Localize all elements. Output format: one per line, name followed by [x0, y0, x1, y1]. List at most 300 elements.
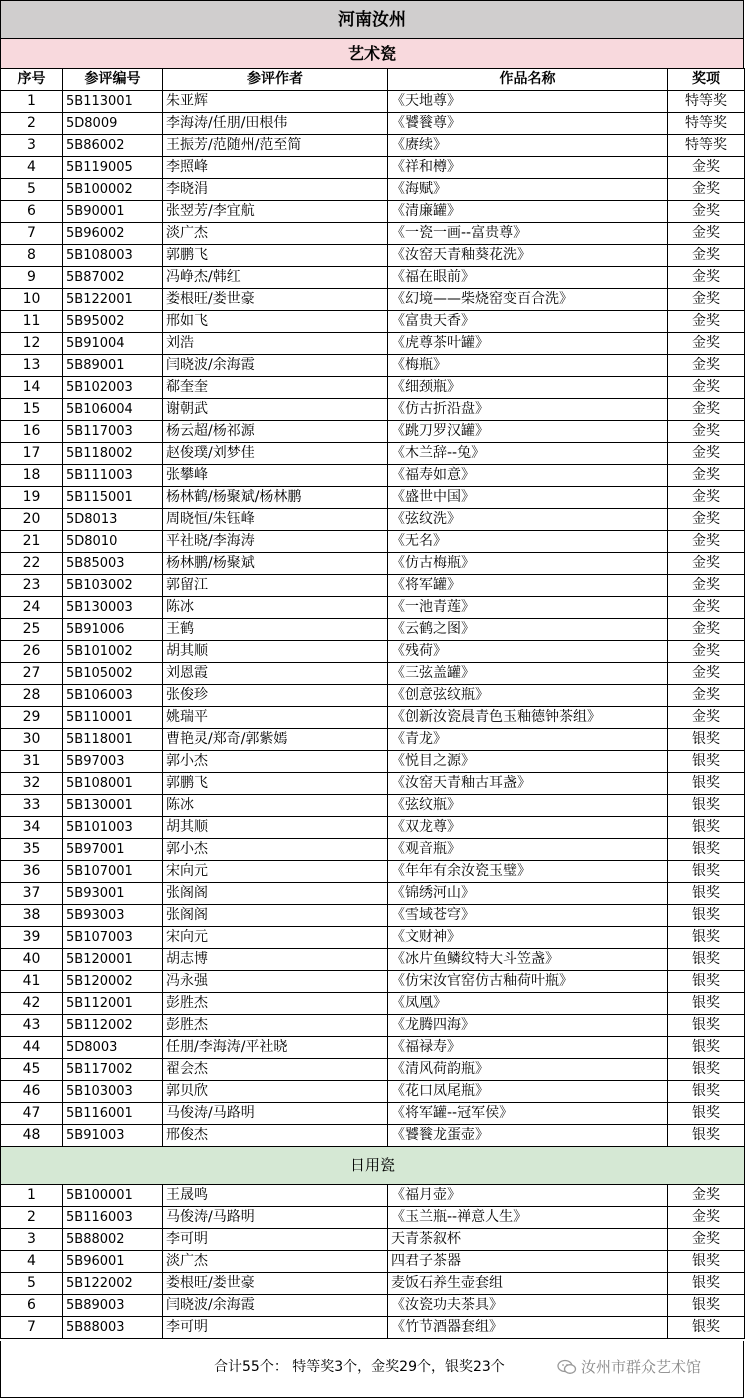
cell-no: 35	[1, 839, 63, 861]
cell-author: 闫晓波/余海霞	[163, 355, 388, 377]
cell-no: 19	[1, 487, 63, 509]
table-row	[1, 1081, 745, 1103]
cell-no: 32	[1, 773, 63, 795]
cell-code: 5B91004	[63, 333, 163, 355]
cell-no: 11	[1, 311, 63, 333]
cell-author: 张攀峰	[163, 465, 388, 487]
table-row	[1, 619, 745, 641]
cell-work: 《清风荷韵瓶》	[388, 1059, 668, 1081]
cell-no: 22	[1, 553, 63, 575]
header-no: 序号	[1, 69, 63, 91]
table-row	[1, 157, 745, 179]
cell-award: 金奖	[668, 619, 745, 641]
cell-work: 《冰片鱼鳞纹特大斗笠盏》	[388, 949, 668, 971]
cell-author: 胡其顺	[163, 641, 388, 663]
cell-work: 四君子茶器	[388, 1251, 668, 1273]
cell-no: 3	[1, 135, 63, 157]
cell-no: 30	[1, 729, 63, 751]
table-row	[1, 355, 745, 377]
cell-work: 《饕餮尊》	[388, 113, 668, 135]
cell-code: 5B108003	[63, 245, 163, 267]
cell-award: 金奖	[668, 201, 745, 223]
cell-no: 40	[1, 949, 63, 971]
cell-award: 金奖	[668, 377, 745, 399]
cell-work: 《跳刀罗汉罐》	[388, 421, 668, 443]
cell-award: 金奖	[668, 245, 745, 267]
cell-author: 张俊珍	[163, 685, 388, 707]
cell-work: 《创意弦纹瓶》	[388, 685, 668, 707]
cell-work: 《三弦盖罐》	[388, 663, 668, 685]
table-row	[1, 1059, 745, 1081]
cell-author: 郭留江	[163, 575, 388, 597]
cell-work: 《雪域苍穹》	[388, 905, 668, 927]
cell-code: 5B118001	[63, 729, 163, 751]
table-row	[1, 905, 745, 927]
cell-no: 14	[1, 377, 63, 399]
cell-no: 5	[1, 179, 63, 201]
cell-award: 银奖	[668, 773, 745, 795]
cell-award: 金奖	[668, 707, 745, 729]
table-row	[1, 1229, 745, 1251]
table-row	[1, 113, 745, 135]
cell-no: 29	[1, 707, 63, 729]
cell-work: 《一池青莲》	[388, 597, 668, 619]
cell-award: 金奖	[668, 1229, 745, 1251]
cell-no: 9	[1, 267, 63, 289]
cell-no: 1	[1, 91, 63, 113]
cell-code: 5B122002	[63, 1273, 163, 1295]
table-row	[1, 1103, 745, 1125]
cell-code: 5D8009	[63, 113, 163, 135]
cell-award: 金奖	[668, 267, 745, 289]
cell-author: 马俊涛/马路明	[163, 1103, 388, 1125]
header-row	[1, 69, 745, 91]
cell-award: 银奖	[668, 1037, 745, 1059]
cell-code: 5B115001	[63, 487, 163, 509]
cell-code: 5B112001	[63, 993, 163, 1015]
cell-no: 12	[1, 333, 63, 355]
cell-award: 金奖	[668, 597, 745, 619]
cell-author: 赵俊璞/刘梦佳	[163, 443, 388, 465]
cell-code: 5B130003	[63, 597, 163, 619]
cell-code: 5B95002	[63, 311, 163, 333]
header-work: 作品名称	[388, 69, 668, 91]
cell-code: 5B103003	[63, 1081, 163, 1103]
cell-award: 金奖	[668, 531, 745, 553]
cell-no: 26	[1, 641, 63, 663]
cell-no: 7	[1, 223, 63, 245]
cell-code: 5B107003	[63, 927, 163, 949]
table-row	[1, 773, 745, 795]
cell-code: 5B101002	[63, 641, 163, 663]
cell-code: 5B97001	[63, 839, 163, 861]
cell-no: 48	[1, 1125, 63, 1147]
cell-code: 5B120001	[63, 949, 163, 971]
cell-author: 张阁阁	[163, 883, 388, 905]
cell-award: 金奖	[668, 355, 745, 377]
cell-code: 5D8013	[63, 509, 163, 531]
cell-award: 银奖	[668, 905, 745, 927]
cell-no: 45	[1, 1059, 63, 1081]
cell-author: 娄根旺/娄世豪	[163, 289, 388, 311]
cell-author: 邢俊杰	[163, 1125, 388, 1147]
cell-no: 6	[1, 1295, 63, 1317]
cell-award: 金奖	[668, 223, 745, 245]
cell-author: 张翌芳/李宜航	[163, 201, 388, 223]
cell-work: 《凤凰》	[388, 993, 668, 1015]
cell-no: 28	[1, 685, 63, 707]
cell-award: 金奖	[668, 509, 745, 531]
cell-award: 银奖	[668, 993, 745, 1015]
cell-work: 《双龙尊》	[388, 817, 668, 839]
cell-award: 金奖	[668, 465, 745, 487]
cell-code: 5B96001	[63, 1251, 163, 1273]
cell-code: 5B118002	[63, 443, 163, 465]
cell-author: 李晓涓	[163, 179, 388, 201]
cell-code: 5D8003	[63, 1037, 163, 1059]
header-award: 奖项	[668, 69, 745, 91]
cell-work: 《祥和樽》	[388, 157, 668, 179]
cell-work: 《弦纹洗》	[388, 509, 668, 531]
cell-work: 《汝窑天青釉古耳盏》	[388, 773, 668, 795]
cell-no: 5	[1, 1273, 63, 1295]
cell-author: 郭鹏飞	[163, 773, 388, 795]
cell-work: 《清廉罐》	[388, 201, 668, 223]
cell-no: 7	[1, 1317, 63, 1339]
cell-author: 胡其顺	[163, 817, 388, 839]
cell-award: 金奖	[668, 553, 745, 575]
cell-work: 《将军罐》	[388, 575, 668, 597]
cell-author: 陈冰	[163, 597, 388, 619]
wechat-icon	[557, 1359, 577, 1375]
cell-award: 金奖	[668, 1185, 745, 1207]
table-row	[1, 1251, 745, 1273]
cell-work: 《青龙》	[388, 729, 668, 751]
cell-code: 5B106004	[63, 399, 163, 421]
table-row	[1, 267, 745, 289]
cell-award: 金奖	[668, 157, 745, 179]
cell-work: 《汝窑天青釉葵花洗》	[388, 245, 668, 267]
cell-code: 5B90001	[63, 201, 163, 223]
cell-code: 5B101003	[63, 817, 163, 839]
table-row	[1, 971, 745, 993]
cell-code: 5B91003	[63, 1125, 163, 1147]
cell-code: 5B113001	[63, 91, 163, 113]
cell-no: 39	[1, 927, 63, 949]
cell-award: 银奖	[668, 1015, 745, 1037]
cell-work: 《锦绣河山》	[388, 883, 668, 905]
cell-author: 王鹤	[163, 619, 388, 641]
table-row	[1, 1295, 745, 1317]
section-title-art: 艺术瓷	[0, 38, 744, 68]
cell-no: 25	[1, 619, 63, 641]
cell-work: 《玉兰瓶--禅意人生》	[388, 1207, 668, 1229]
cell-work: 《福月壶》	[388, 1185, 668, 1207]
cell-code: 5B93003	[63, 905, 163, 927]
cell-no: 21	[1, 531, 63, 553]
cell-work: 天青茶叙杯	[388, 1229, 668, 1251]
cell-author: 郭小杰	[163, 839, 388, 861]
cell-award: 银奖	[668, 817, 745, 839]
footer	[0, 1341, 744, 1398]
cell-author: 谢朝武	[163, 399, 388, 421]
cell-work: 《仿宋汝官窑仿古釉荷叶瓶》	[388, 971, 668, 993]
table-row	[1, 509, 745, 531]
table-row	[1, 421, 745, 443]
header-code: 参评编号	[63, 69, 163, 91]
cell-author: 翟会杰	[163, 1059, 388, 1081]
cell-work: 《盛世中国》	[388, 487, 668, 509]
cell-award: 金奖	[668, 311, 745, 333]
cell-work: 《云鹤之图》	[388, 619, 668, 641]
table-row	[1, 443, 745, 465]
cell-author: 杨林鹏/杨聚斌	[163, 553, 388, 575]
cell-work: 《将军罐--冠军侯》	[388, 1103, 668, 1125]
cell-code: 5B93001	[63, 883, 163, 905]
cell-author: 闫晓波/余海霞	[163, 1295, 388, 1317]
cell-author: 李可明	[163, 1229, 388, 1251]
cell-work: 《创新汝瓷晨青色玉釉德钟茶组》	[388, 707, 668, 729]
cell-author: 周晓恒/朱钰峰	[163, 509, 388, 531]
table-row	[1, 311, 745, 333]
cell-no: 3	[1, 1229, 63, 1251]
cell-author: 李照峰	[163, 157, 388, 179]
table-row	[1, 91, 745, 113]
section-row-daily	[1, 1147, 745, 1185]
page-title: 河南汝州	[0, 0, 744, 38]
cell-code: 5B117003	[63, 421, 163, 443]
cell-no: 1	[1, 1185, 63, 1207]
cell-author: 姚瑞平	[163, 707, 388, 729]
cell-award: 金奖	[668, 421, 745, 443]
table-row	[1, 223, 745, 245]
cell-author: 彭胜杰	[163, 993, 388, 1015]
cell-award: 金奖	[668, 641, 745, 663]
cell-no: 42	[1, 993, 63, 1015]
cell-work: 《天地尊》	[388, 91, 668, 113]
cell-work: 《虎尊茶叶罐》	[388, 333, 668, 355]
cell-no: 38	[1, 905, 63, 927]
table-row	[1, 1317, 745, 1339]
cell-award: 银奖	[668, 861, 745, 883]
table-row	[1, 1015, 745, 1037]
cell-no: 4	[1, 157, 63, 179]
cell-code: 5B108001	[63, 773, 163, 795]
cell-work: 《观音瓶》	[388, 839, 668, 861]
cell-award: 金奖	[668, 1207, 745, 1229]
cell-author: 邢如飞	[163, 311, 388, 333]
cell-author: 杨云超/杨祁源	[163, 421, 388, 443]
award-table	[0, 68, 745, 1339]
section-title-daily: 日用瓷	[1, 1147, 745, 1185]
table-row	[1, 531, 745, 553]
cell-award: 银奖	[668, 927, 745, 949]
table-row	[1, 641, 745, 663]
cell-work: 《弦纹瓶》	[388, 795, 668, 817]
watermark	[557, 1356, 701, 1377]
cell-no: 47	[1, 1103, 63, 1125]
cell-author: 冯峥杰/韩红	[163, 267, 388, 289]
table-row	[1, 861, 745, 883]
table-row	[1, 1207, 745, 1229]
table-row	[1, 795, 745, 817]
cell-award: 银奖	[668, 729, 745, 751]
cell-award: 金奖	[668, 575, 745, 597]
cell-award: 银奖	[668, 1317, 745, 1339]
cell-author: 娄根旺/娄世豪	[163, 1273, 388, 1295]
cell-code: 5B122001	[63, 289, 163, 311]
cell-work: 《福在眼前》	[388, 267, 668, 289]
cell-code: 5B119005	[63, 157, 163, 179]
table-row	[1, 1273, 745, 1295]
cell-code: 5B85003	[63, 553, 163, 575]
cell-work: 《竹节酒器套组》	[388, 1317, 668, 1339]
cell-no: 43	[1, 1015, 63, 1037]
cell-work: 《残荷》	[388, 641, 668, 663]
cell-code: 5B111003	[63, 465, 163, 487]
cell-award: 银奖	[668, 883, 745, 905]
cell-code: 5B89001	[63, 355, 163, 377]
cell-award: 银奖	[668, 1251, 745, 1273]
summary-text: 合计55个： 特等奖3个，金奖29个，银奖23个	[214, 1359, 505, 1375]
cell-no: 17	[1, 443, 63, 465]
cell-work: 《悦目之源》	[388, 751, 668, 773]
cell-no: 36	[1, 861, 63, 883]
cell-award: 特等奖	[668, 91, 745, 113]
table-row	[1, 663, 745, 685]
cell-author: 杨林鹤/杨聚斌/杨林鹏	[163, 487, 388, 509]
table-row	[1, 377, 745, 399]
cell-work: 《富贵天香》	[388, 311, 668, 333]
cell-work: 《福禄寿》	[388, 1037, 668, 1059]
cell-no: 44	[1, 1037, 63, 1059]
cell-code: 5B130001	[63, 795, 163, 817]
cell-code: 5B112002	[63, 1015, 163, 1037]
cell-author: 平社晓/李海涛	[163, 531, 388, 553]
header-author: 参评作者	[163, 69, 388, 91]
cell-author: 冯永强	[163, 971, 388, 993]
table-row	[1, 201, 745, 223]
cell-no: 33	[1, 795, 63, 817]
cell-author: 郭鹏飞	[163, 245, 388, 267]
cell-author: 王晟鸣	[163, 1185, 388, 1207]
table-row	[1, 487, 745, 509]
watermark-text: 汝州市群众艺术馆	[581, 1358, 702, 1376]
cell-no: 31	[1, 751, 63, 773]
cell-no: 4	[1, 1251, 63, 1273]
cell-code: 5B116003	[63, 1207, 163, 1229]
cell-author: 淡广杰	[163, 1251, 388, 1273]
cell-work: 《仿古折沿盘》	[388, 399, 668, 421]
cell-code: 5B107001	[63, 861, 163, 883]
table-row	[1, 333, 745, 355]
cell-author: 胡志博	[163, 949, 388, 971]
cell-work: 《梅瓶》	[388, 355, 668, 377]
cell-award: 银奖	[668, 795, 745, 817]
table-row	[1, 245, 745, 267]
cell-author: 曹艳灵/郑奇/郭紫嫣	[163, 729, 388, 751]
cell-code: 5B86002	[63, 135, 163, 157]
cell-author: 彭胜杰	[163, 1015, 388, 1037]
cell-award: 金奖	[668, 685, 745, 707]
cell-code: 5B100001	[63, 1185, 163, 1207]
cell-code: 5B103002	[63, 575, 163, 597]
cell-work: 《木兰辞--兔》	[388, 443, 668, 465]
cell-code: 5B110001	[63, 707, 163, 729]
cell-no: 16	[1, 421, 63, 443]
cell-code: 5B97003	[63, 751, 163, 773]
cell-award: 银奖	[668, 1295, 745, 1317]
table-row	[1, 707, 745, 729]
cell-work: 《细颈瓶》	[388, 377, 668, 399]
cell-no: 27	[1, 663, 63, 685]
cell-code: 5B105002	[63, 663, 163, 685]
cell-award: 银奖	[668, 751, 745, 773]
table-row	[1, 1185, 745, 1207]
cell-author: 王振芳/范随州/范至简	[163, 135, 388, 157]
cell-work: 《一瓷一画--富贵尊》	[388, 223, 668, 245]
table-row	[1, 817, 745, 839]
table-row	[1, 927, 745, 949]
cell-award: 特等奖	[668, 135, 745, 157]
cell-work: 《赓续》	[388, 135, 668, 157]
cell-code: 5B117002	[63, 1059, 163, 1081]
table-row	[1, 1037, 745, 1059]
cell-no: 34	[1, 817, 63, 839]
cell-author: 淡广杰	[163, 223, 388, 245]
cell-code: 5B116001	[63, 1103, 163, 1125]
table-row	[1, 949, 745, 971]
cell-work: 《无名》	[388, 531, 668, 553]
cell-author: 郭小杰	[163, 751, 388, 773]
table-row	[1, 597, 745, 619]
cell-author: 李可明	[163, 1317, 388, 1339]
cell-author: 任朋/李海涛/平社晓	[163, 1037, 388, 1059]
cell-code: 5B96002	[63, 223, 163, 245]
cell-code: 5B88003	[63, 1317, 163, 1339]
cell-work: 《仿古梅瓶》	[388, 553, 668, 575]
cell-author: 郗奎奎	[163, 377, 388, 399]
cell-work: 麦饭石养生壶套组	[388, 1273, 668, 1295]
cell-code: 5B87002	[63, 267, 163, 289]
cell-award: 银奖	[668, 1081, 745, 1103]
daily-rows	[1, 1185, 745, 1339]
cell-work: 《花口凤尾瓶》	[388, 1081, 668, 1103]
cell-no: 23	[1, 575, 63, 597]
table-row	[1, 729, 745, 751]
cell-author: 李海涛/任朋/田根伟	[163, 113, 388, 135]
table-row	[1, 883, 745, 905]
cell-no: 13	[1, 355, 63, 377]
cell-author: 刘浩	[163, 333, 388, 355]
cell-no: 41	[1, 971, 63, 993]
table-row	[1, 1125, 745, 1147]
cell-author: 陈冰	[163, 795, 388, 817]
cell-award: 银奖	[668, 949, 745, 971]
cell-code: 5B89003	[63, 1295, 163, 1317]
cell-award: 金奖	[668, 663, 745, 685]
cell-no: 20	[1, 509, 63, 531]
cell-code: 5B102003	[63, 377, 163, 399]
cell-code: 5B120002	[63, 971, 163, 993]
table-row	[1, 839, 745, 861]
cell-author: 张阁阁	[163, 905, 388, 927]
cell-award: 银奖	[668, 1125, 745, 1147]
art-rows	[1, 91, 745, 1147]
cell-award: 银奖	[668, 1273, 745, 1295]
cell-no: 24	[1, 597, 63, 619]
cell-award: 特等奖	[668, 113, 745, 135]
